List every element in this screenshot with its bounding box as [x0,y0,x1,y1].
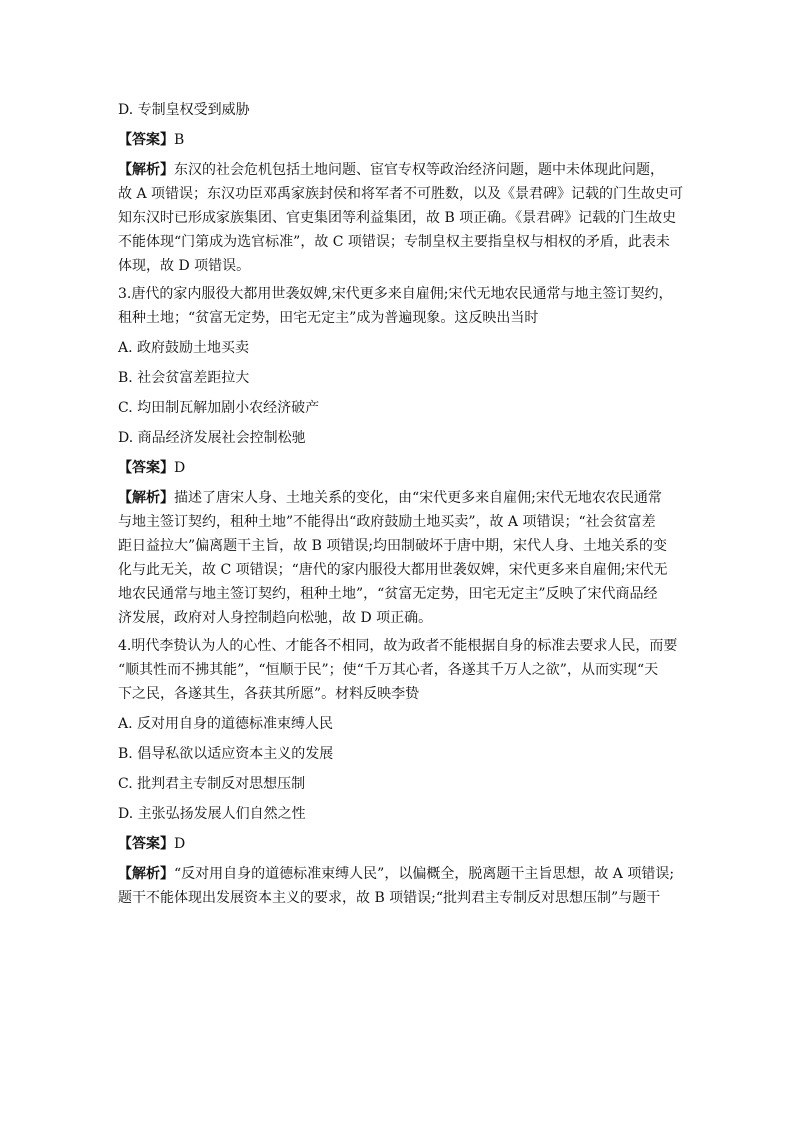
q3-stem [118,282,678,330]
q3-analysis-line: 距日益拉大”偏离题干主旨，故 B 项错误;均田制破坏于唐中期，宋代人身、土地关系的变 [118,538,668,554]
q2-analysis-text: 东汉的社会危机包括土地问题、宦官专权等政治经济问题，题中未体现此问题， [174,162,664,178]
document-page [118,98,684,910]
q3-analysis-line: 地农民通常与地主签订契约，租种土地”，“贫富无定势，田宅无定主”反映了宋代商品经 [118,586,658,602]
q4-option-a: A. 反对用自身的道德标准束缚人民 [118,716,334,732]
q2-analysis-line: 不能体现“门第成为选官标准”，故 C 项错误；专制皇权主要指皇权与相权的矛盾，此表未 [118,234,670,250]
q2-answer-label: 【答案】 [118,132,174,148]
q3-answer-value: D [174,460,186,476]
q3-option-c: C. 均田制瓦解加剧小农经济破产 [118,400,320,416]
q4-answer-label: 【答案】 [118,836,174,852]
q3-analysis-line: 济发展，政府对人身控制趋向松驰，故 D 项正确。 [118,610,433,626]
q4-stem-line: “顺其性而不拂其能”，“恒顺于民”；使“千万其心者，各遂其千万人之欲”，从而实现“天 [118,662,659,678]
q4-option-d: D. 主张弘扬发展人们自然之性 [118,806,306,822]
q4-analysis-text: “反对用自身的道德标准束缚人民”，以偏概全，脱离题干主旨思想，故 A 项错误; [174,866,675,882]
q2-analysis [118,158,684,278]
q4-option-c: C. 批判君主专制反对思想压制 [118,776,306,792]
q3-analysis-line: 化与此无关，故 C 项错误；“唐代的家内服役大都用世袭奴婢，宋代更多来自雇佣;宋代无 [118,562,668,578]
q3-answer [118,456,678,480]
q4-answer [118,832,678,856]
q4-stem-line: 下之民，各遂其生，各获其所愿”。材料反映李贽 [118,686,420,702]
q4-analysis-line [118,862,678,886]
q2-analysis-line: 故 A 项错误；东汉功臣邓禹家族封侯和将军者不可胜数，以及《景君碑》记载的门生故史可 [118,186,684,202]
q3-analysis-line [118,486,678,510]
q4-stem-line: 4.明代李贽认为人的心性、才能各不相同，故为政者不能根据自身的标准去要求人民，而要 [118,638,678,654]
q3-analysis [118,486,678,630]
q3-stem-line: 3.唐代的家内服役大都用世袭奴婢,宋代更多来自雇佣;宋代无地农民通常与地主签订契约， [118,286,673,302]
q3-analysis-text: 描述了唐宋人身、土地关系的变化，由“宋代更多来自雇佣;宋代无地农农民通常 [174,490,662,506]
q4-analysis-line: 题干不能体现出发展资本主义的要求，故 B 项错误;“批判君主专制反对思想压制”与题干 [118,890,661,906]
q2-answer [118,128,678,152]
q4-analysis-label: 【解析】 [118,866,174,882]
q4-stem [118,634,678,706]
q3-stem-line: 租种土地；“贫富无定势，田宅无定主”成为普遍现象。这反映出当时 [118,310,539,326]
q3-analysis-label: 【解析】 [118,490,174,506]
q4-analysis [118,862,678,910]
q2-analysis-line: 体现，故 D 项错误。 [118,258,251,274]
q2-answer-value: B [174,132,185,148]
q2-analysis-label: 【解析】 [118,162,174,178]
q3-option-b: B. 社会贫富差距拉大 [118,370,250,386]
q3-answer-label: 【答案】 [118,460,174,476]
q3-option-a: A. 政府鼓励土地买卖 [118,340,250,356]
q2-analysis-line [118,158,678,182]
q2-option-d: D. 专制皇权受到威胁 [118,102,250,118]
q4-answer-value: D [174,836,186,852]
q2-analysis-line: 知东汉时已形成家族集团、官吏集团等利益集团，故 B 项正确。《景君碑》记载的门生故史 [118,210,677,226]
q4-option-b: B. 倡导私欲以适应资本主义的发展 [118,746,334,762]
q3-option-d: D. 商品经济发展社会控制松驰 [118,430,306,446]
q3-analysis-line: 与地主签订契约，租种土地”不能得出“政府鼓励土地买卖”，故 A 项错误；“社会贫富差 [118,514,656,530]
